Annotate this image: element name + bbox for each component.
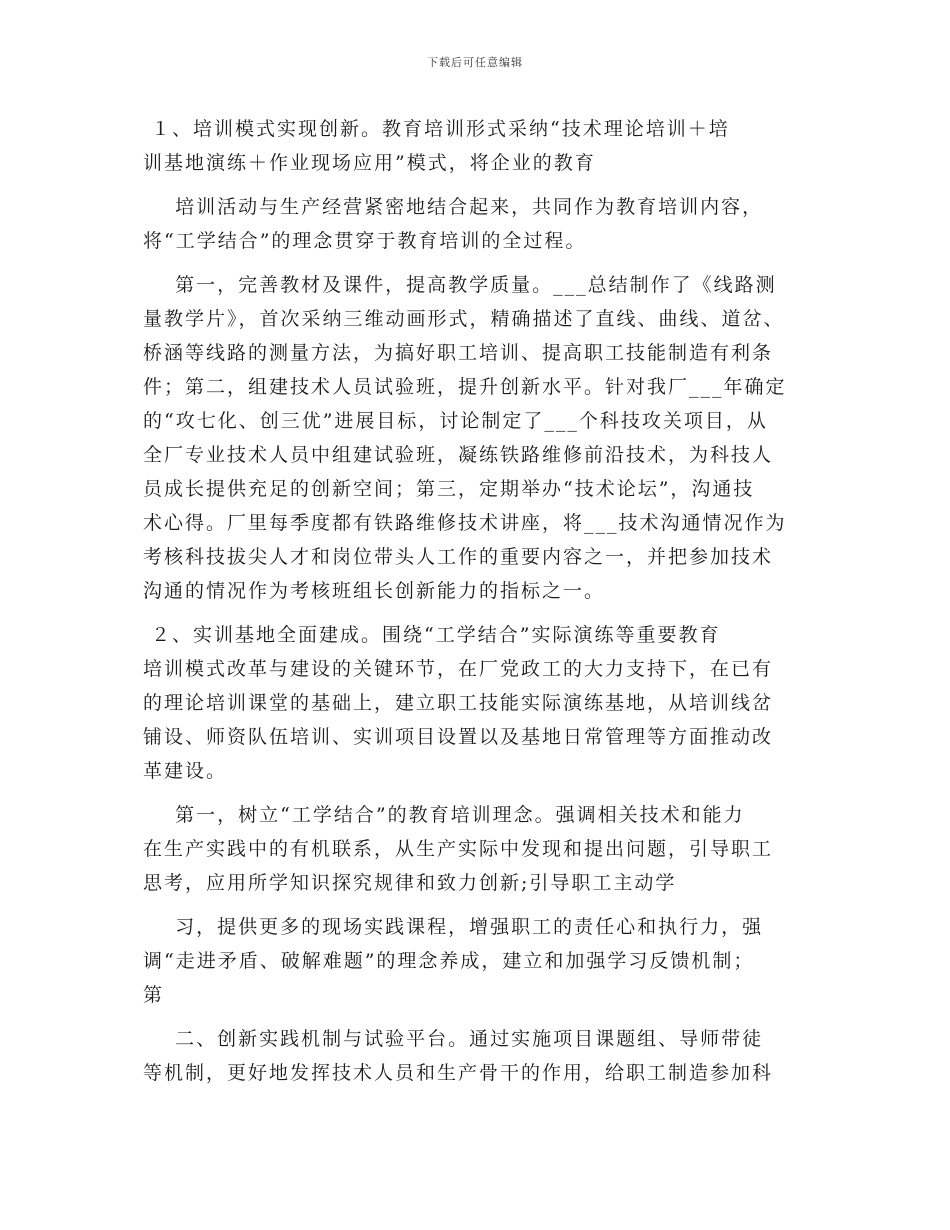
text-line: 的“攻七化、创三优”进展目标，讨论制定了___个科技攻关项目，从 bbox=[143, 410, 768, 432]
document-body bbox=[143, 112, 833, 1090]
text-line: 调“走进矛盾、破解难题”的理念养成，建立和加强学习反馈机制； bbox=[143, 950, 755, 972]
text-line: 思考，应用所学知识探究规律和致力创新;引导职工主动学 bbox=[143, 872, 677, 894]
text-line: 第 bbox=[143, 984, 165, 1006]
paragraph-training-mode bbox=[143, 112, 833, 180]
text-line: 在生产实践中的有机联系，从生产实际中发现和提出问题，引导职工 bbox=[143, 838, 774, 860]
text-line: １、培训模式实现创新。教育培训形式采纳“技术理论培训＋培 bbox=[143, 118, 730, 140]
text-line: 培训模式改革与建设的关键环节，在厂党政工的大力支持下，在已有 bbox=[143, 658, 774, 680]
text-line: 第一，树立“工学结合”的教育培训理念。强调相关技术和能力 bbox=[143, 804, 745, 826]
text-line: 训基地演练＋作业现场应用”模式，将企业的教育 bbox=[143, 152, 596, 174]
paragraph-practice-courses bbox=[143, 910, 833, 1012]
page-header: 下载后可任意编辑 bbox=[427, 56, 523, 69]
paragraph-innovation-mechanism bbox=[143, 1022, 833, 1090]
text-line: 将“工学结合”的理念贯穿于教育培训的全过程。 bbox=[143, 230, 587, 252]
text-line: 的理论培训课堂的基础上，建立职工技能实际演练基地，从培训线岔 bbox=[143, 692, 774, 714]
text-line: 考核科技拔尖人才和岗位带头人工作的重要内容之一，并把参加技术 bbox=[143, 546, 774, 568]
paragraph-training-base bbox=[143, 618, 833, 788]
text-line: ２、实训基地全面建成。围绕“工学结合”实际演练等重要教育 bbox=[143, 624, 721, 646]
text-line: 第一，完善教材及课件，提高教学质量。___总结制作了《线路测 bbox=[143, 274, 777, 296]
text-line: 培训活动与生产经营紧密地结合起来，共同作为教育培训内容， bbox=[143, 196, 764, 218]
paragraph-first-measures bbox=[143, 268, 833, 608]
text-line: 员成长提供充足的创新空间；第三，定期举办“技术论坛”，沟通技 bbox=[143, 478, 755, 500]
text-line: 等机制，更好地发挥技术人员和生产骨干的作用，给职工制造参加科 bbox=[143, 1062, 774, 1084]
text-line: 革建设。 bbox=[143, 760, 228, 782]
text-line: 二、创新实践机制与试验平台。通过实施项目课题组、导师带徒 bbox=[143, 1028, 764, 1050]
text-line: 全厂专业技术人员中组建试验班，凝练铁路维修前沿技术，为科技人 bbox=[143, 444, 774, 466]
text-line: 件；第二，组建技术人员试验班，提升创新水平。针对我厂___年确定 bbox=[143, 376, 787, 398]
text-line: 沟通的情况作为考核班组长创新能力的指标之一。 bbox=[143, 580, 606, 602]
text-line: 术心得。厂里每季度都有铁路维修技术讲座，将___技术沟通情况作为 bbox=[143, 512, 787, 534]
paragraph-training-concept bbox=[143, 798, 833, 900]
text-line: 习，提供更多的现场实践课程，增强职工的责任心和执行力，强 bbox=[143, 916, 764, 938]
text-line: 铺设、师资队伍培训、实训项目设置以及基地日常管理等方面推动改 bbox=[143, 726, 774, 748]
paragraph-training-activities bbox=[143, 190, 833, 258]
text-line: 量教学片》，首次采纳三维动画形式，精确描述了直线、曲线、道岔、 bbox=[143, 308, 785, 330]
text-line: 桥涵等线路的测量方法，为搞好职工培训、提高职工技能制造有利条 bbox=[143, 342, 774, 364]
